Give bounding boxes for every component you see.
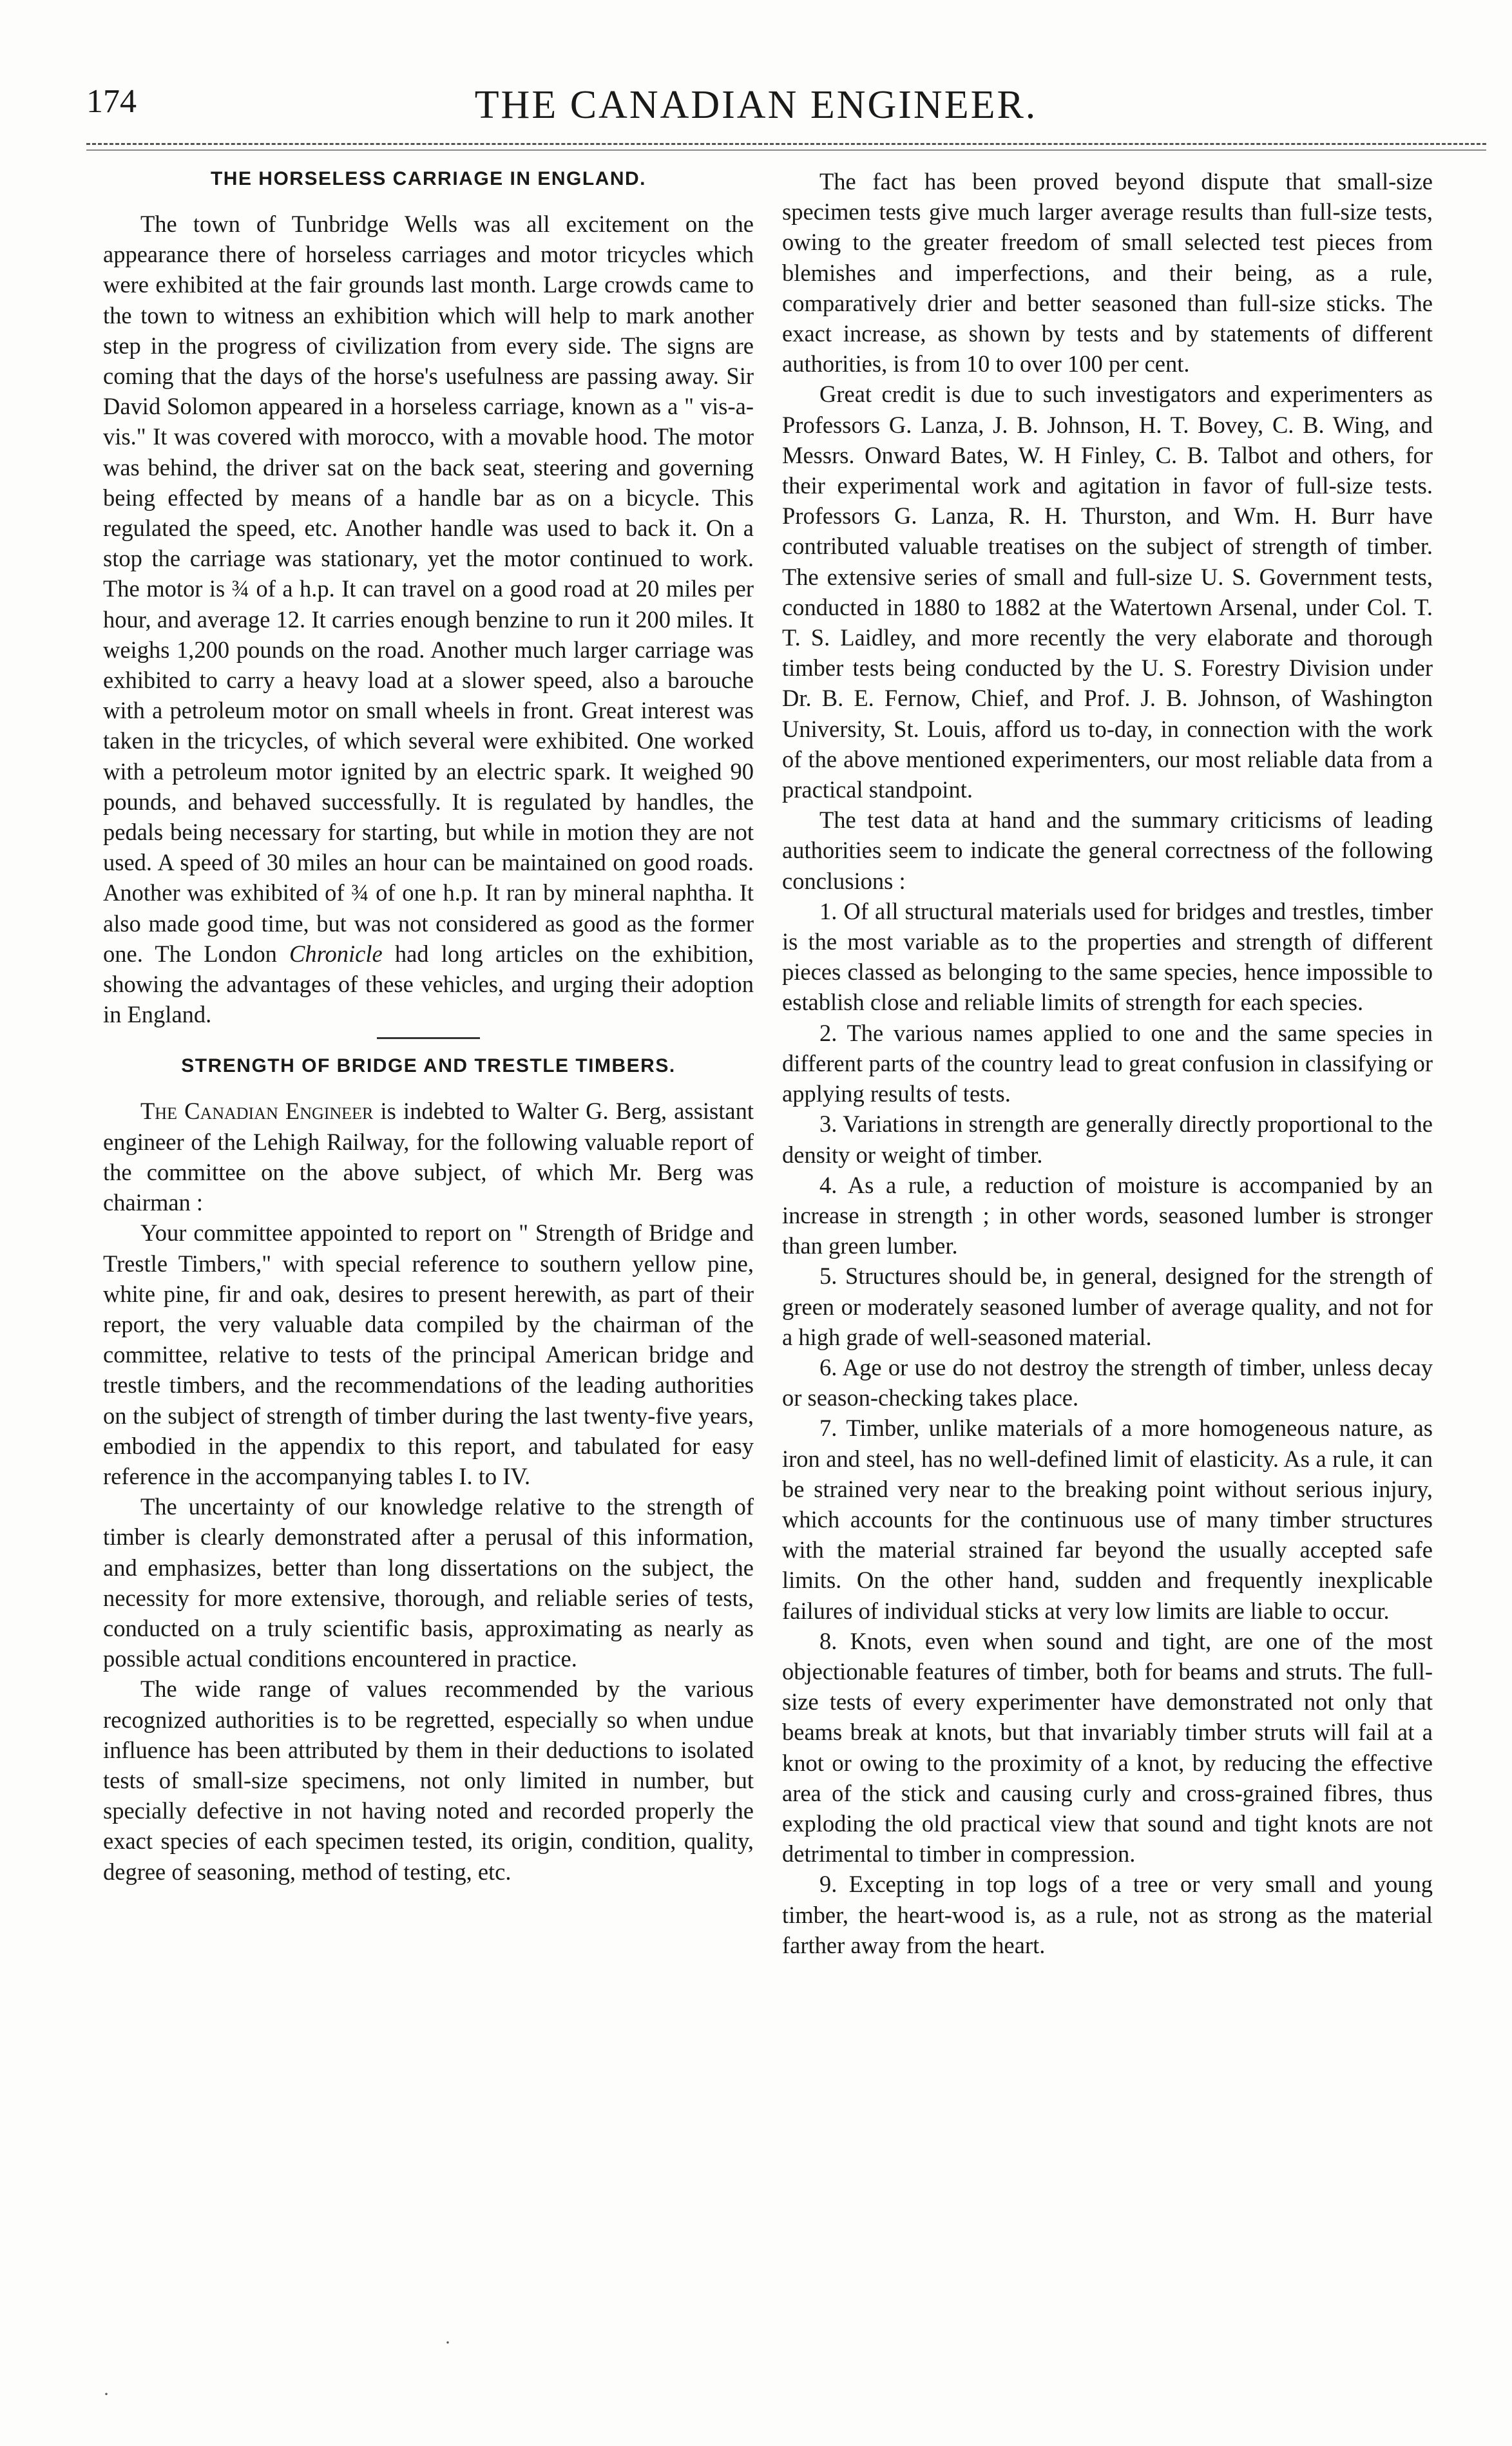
- article-paragraph: Your committee appointed to report on " Strength of Bridge and Trestle Timbers," with special reference to southern yellow pine, white pine, fir and oak, desires to present herewith, as part of their report, the very valuable data compiled by the chairman of the committee, relative to tests of the principal American bridge and trestle timbers, and the recommendations of the leading authorities on the subject of strength of timber during the last twenty-five years, embodied in the appendix to this report, and tabulated for easy reference in the accompanying tables I. to IV.: [103, 1219, 754, 1489]
- conclusion-item: 2. The various names applied to one and the same species in different parts of the country lead to great confusion in classifying or applying results of tests.: [782, 1019, 1433, 1107]
- journal-title: THE CANADIAN ENGINEER.: [474, 83, 1038, 127]
- page-number: 174: [86, 83, 137, 120]
- article-paragraph: [103, 1096, 754, 1218]
- left-column: [103, 166, 754, 1887]
- article-headline: THE HORSELESS CARRIAGE IN ENGLAND.: [210, 168, 647, 189]
- article-headline: STRENGTH OF BRIDGE AND TRESTLE TIMBERS.: [181, 1055, 676, 1077]
- article-paragraph: The uncertainty of our knowledge relative to the strength of timber is clearly demonstrated after a perusal of this information, and emphasizes, better than long dissertations on the subject, the necessity for more extensive, thorough, and reliable series of tests, conducted on a truly scientific basis, approximating as nearly as possible actual conditions encountered in practice.: [103, 1493, 754, 1672]
- header-rule: [86, 143, 1486, 145]
- conclusion-item: 3. Variations in strength are generally directly proportional to the density or weight of timber.: [782, 1111, 1433, 1168]
- conclusion-item: 7. Timber, unlike materials of a more homogeneous nature, as iron and steel, has no well-defined limit of elasticity. As a rule, it can be strained very near to the breaking point without serious injury, which accounts for the continuous use of many timber structures with the material strained far beyond the usually accepted safe limits. On the other hand, sudden and frequently inexplicable failures of individual sticks at very low limits are liable to occur.: [782, 1415, 1433, 1624]
- conclusion-item: 6. Age or use do not destroy the strength of timber, unless decay or season-checking takes place.: [782, 1353, 1433, 1411]
- article-paragraph: [103, 209, 754, 1029]
- article-paragraph: The wide range of values recommended by the various recognized authorities is to be regretted, especially so when undue influence has been attributed by them in their deductions to isolated tests of small-size specimens, not only limited in number, but specially defective in not having noted and recorded properly the exact species of each specimen tested, its origin, condition, quality, degree of seasoning, method of testing, etc.: [103, 1676, 754, 1885]
- article-paragraph: The test data at hand and the summary criticisms of leading authorities seem to indicate the general correctness of the following conclusions :: [782, 807, 1433, 894]
- article-paragraph: Great credit is due to such investigators and experimenters as Professors G. Lanza, J. B. Johnson, H. T. Bovey, C. B. Wing, and Messrs. Onward Bates, W. H Finley, C. B. Talbot and others, for their experimental work and agitation in favor of full-size tests. Professors G. Lanza, R. H. Thurston, and Wm. H. Burr have contributed valuable treatises on the subject of strength of timber. The extensive series of small and full-size U. S. Government tests, conducted in 1880 to 1882 at the Watertown Arsenal, under Col. T. T. S. Laidley, and more recently the very elaborate and thorough timber tests being conducted by the U. S. Forestry Division under Dr. B. E. Fernow, Chief, and Prof. J. B. Johnson, of Washington University, St. Louis, afford us to-day, in connection with the work of the above mentioned experimenters, our most reliable data from a practical standpoint.: [782, 381, 1433, 803]
- header-rule-secondary: [86, 149, 1486, 151]
- conclusion-item: 4. As a rule, a reduction of moisture is accompanied by an increase in strength ; in other words, seasoned lumber is stronger than green lumber.: [782, 1171, 1433, 1259]
- conclusion-item: 5. Structures should be, in general, designed for the strength of green or moderately seasoned lumber of average quality, and not for a high grade of well-seasoned material.: [782, 1263, 1433, 1350]
- paragraph-text: had long articles on the exhibition, showing the advantages of these vehicles, and urging their adoption in England.: [103, 940, 754, 1028]
- right-column: [782, 166, 1433, 1960]
- article-divider: [377, 1037, 480, 1039]
- newspaper-name: Chronicle: [289, 940, 383, 967]
- paragraph-text: The town of Tunbridge Wells was all excitement on the appearance there of horseless carriages and motor tricycles which were exhibited at the fair grounds last month. Large crowds came to the town to witness an exhibition which will help to mark another step in the progress of civilization from every side. The signs are coming that the days of the horse's usefulness are passing away. Sir David Solomon appeared in a horseless carriage, known as a " vis-a-vis." It was covered with morocco, with a movable hood. The motor was behind, the driver sat on the back seat, steering and governing being effected by means of a handle bar as on a bicycle. This regulated the speed, etc. Another handle was used to back it. On a stop the carriage was stationary, yet the motor continued to work. The motor is ¾ of a h.p. It can travel on a good road at 20 miles per hour, and average 12. It carries enough benzine to run it 200 miles. It weighs 1,200 pounds on the road. Another much larger carriage was exhibited to carry a heavy load at a slower speed, also a barouche with a petroleum motor on small wheels in front. Great interest was taken in the tricycles, of which several were exhibited. One worked with a petroleum motor ignited by an electric spark. It weighed 90 pounds, and behaved successfully. It is regulated by handles, the pedals being necessary for starting, but while in motion they are not used. A speed of 30 miles an hour can be maintained on good roads. Another was exhibited of ¾ of one h.p. It ran by mineral naphtha. It also made good time, but was not considered as good as the former one. The London: [103, 211, 754, 967]
- journal-name: The Canadian Engineer: [140, 1098, 374, 1125]
- print-speck: ·: [445, 2332, 451, 2353]
- paragraph-text: is indebted to Walter G. Berg, assistant engineer of the Lehigh Railway, for the following valuable report of the committee on the above subject, of which Mr. Berg was chairman :: [103, 1098, 754, 1216]
- conclusion-item: 8. Knots, even when sound and tight, are one of the most objectionable features of timber, both for beams and struts. The full-size tests of every experimenter have demonstrated not only that beams break at knots, but that invariably timber struts will fail at a knot or owing to the proximity of a knot, by reducing the effective area of the stick and causing curly and cross-grained fibres, thus exploding the old practical view that sound and tight knots are not detrimental to timber in compression.: [782, 1627, 1433, 1868]
- print-speck: ·: [103, 2384, 110, 2405]
- conclusion-item: 1. Of all structural materials used for bridges and trestles, timber is the most variable as to the properties and strength of different pieces classed as belonging to the same species, hence impossible to establish close and reliable limits of strength for each species.: [782, 897, 1433, 1016]
- conclusion-item: 9. Excepting in top logs of a tree or very small and young timber, the heart-wood is, as a rule, not as strong as the material farther away from the heart.: [782, 1871, 1433, 1958]
- article-paragraph: The fact has been proved beyond dispute that small-size specimen tests give much larger average results than full-size tests, owing to the greater freedom of small selected test pieces from blemishes and imperfections, and their being, as a rule, comparatively drier and better seasoned than full-size sticks. The exact increase, as shown by tests and by statements of different authorities, is from 10 to over 100 per cent.: [782, 168, 1433, 377]
